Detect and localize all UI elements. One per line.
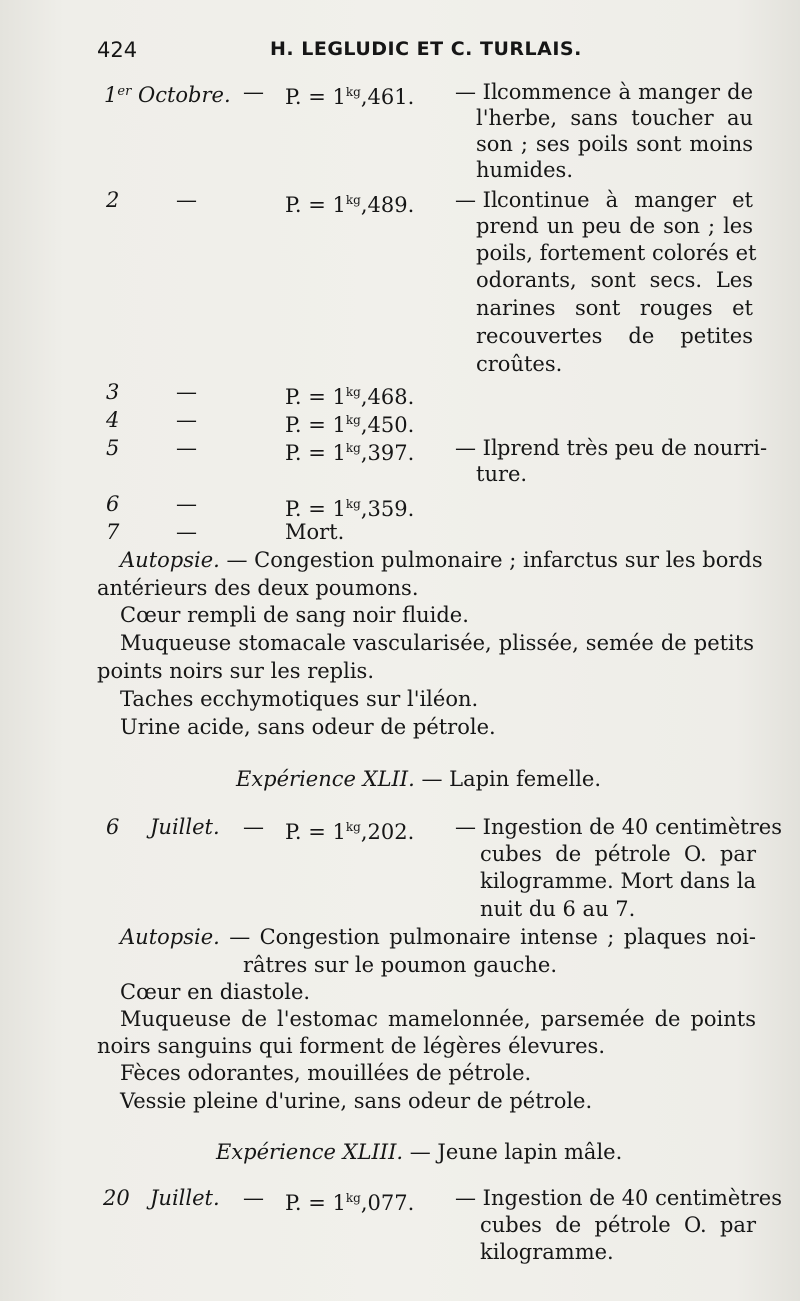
entry-dash: — bbox=[176, 436, 197, 460]
entry-dash: — bbox=[176, 492, 197, 516]
page-number: 424 bbox=[97, 38, 138, 62]
entry-note-line: croûtes. bbox=[476, 352, 563, 376]
entry-note-line: l'herbe, sans toucher au bbox=[476, 106, 753, 130]
autopsy-line: râtres sur le poumon gauche. bbox=[243, 953, 557, 977]
entry-dash: — bbox=[176, 188, 197, 212]
entry-note-line: kilogramme. bbox=[480, 1240, 614, 1264]
entry-dash: — bbox=[176, 520, 197, 544]
running-title: H. LEGLUDIC ET C. TURLAIS. bbox=[270, 38, 582, 60]
autopsy-line: Urine acide, sans odeur de pétrole. bbox=[120, 715, 496, 739]
entry-note-lead: — Il bbox=[455, 436, 498, 460]
entry-note-line: narines sont rouges et bbox=[476, 296, 753, 320]
entry-note-line: odorants, sont secs. Les bbox=[476, 268, 753, 292]
autopsy-line: Vessie pleine d'urine, sans odeur de pétrole. bbox=[120, 1089, 593, 1113]
entry-note-line: poils, fortement colorés et bbox=[476, 241, 757, 265]
entry-note-line: prend très peu de nourri- bbox=[497, 436, 768, 460]
entry-date: 7 bbox=[106, 520, 120, 544]
entry-date: 4 bbox=[106, 408, 120, 432]
entry-note-line: cubes de pétrole O. par bbox=[480, 842, 756, 866]
entry-weight: P. = $1^{kg},202$. bbox=[285, 820, 415, 844]
entry-note-line: nuit du 6 au 7. bbox=[480, 897, 636, 921]
entry-note-lead: — Ingestion de 40 centimètres bbox=[455, 815, 782, 839]
entry-note-lead: — Ingestion de 40 centimètres bbox=[455, 1186, 782, 1210]
entry-note-line: recouvertes de petites bbox=[476, 324, 753, 348]
entry-date: 6 bbox=[106, 492, 120, 516]
autopsy-line: Cœur en diastole. bbox=[120, 980, 311, 1004]
entry-note-lead: — Il bbox=[455, 188, 498, 212]
autopsy-line: Muqueuse de l'estomac mamelonnée, parsemée de points bbox=[120, 1007, 756, 1031]
entry-note-line: prend un peu de son ; les bbox=[476, 214, 753, 238]
entry-weight: P. = $1^{kg},077$. bbox=[285, 1191, 415, 1215]
experiment-heading: Expérience XLII. — Lapin femelle. bbox=[236, 767, 602, 791]
entry-weight: P. = $1^{kg},359$. bbox=[285, 497, 415, 521]
entry-note-line: cubes de pétrole O. par bbox=[480, 1213, 756, 1237]
autopsy-paragraph: Autopsie. — Congestion pulmonaire ; infarctus sur les bords bbox=[120, 548, 763, 572]
autopsy-line: Taches ecchymotiques sur l'iléon. bbox=[120, 687, 479, 711]
entry-date: 5 bbox=[106, 436, 120, 460]
entry-note-line: kilogramme. Mort dans la bbox=[480, 869, 756, 893]
entry-dash: — bbox=[243, 815, 264, 839]
entry-dash: — bbox=[243, 1186, 264, 1210]
entry-weight: P. = $1^{kg},450$. bbox=[285, 413, 415, 437]
experiment-heading: Expérience XLIII. — Jeune lapin mâle. bbox=[216, 1140, 623, 1164]
entry-date: 3 bbox=[106, 380, 120, 404]
entry-date: 1er Octobre. bbox=[104, 83, 231, 107]
entry-note-line: continue à manger et bbox=[497, 188, 753, 212]
entry-note-line: humides. bbox=[476, 158, 574, 182]
entry-weight: Mort. bbox=[285, 520, 345, 544]
entry-note-lead: — Il bbox=[455, 80, 498, 104]
entry-dash: — bbox=[176, 408, 197, 432]
entry-month: Juillet. bbox=[150, 815, 220, 839]
entry-weight: P. = $1^{kg},461$. bbox=[285, 85, 415, 109]
entry-weight: P. = $1^{kg},397$. bbox=[285, 441, 415, 465]
autopsy-line: Cœur rempli de sang noir fluide. bbox=[120, 603, 469, 627]
entry-note-line: commence à manger de bbox=[497, 80, 753, 104]
entry-weight: P. = $1^{kg},468$. bbox=[285, 385, 415, 409]
autopsy-line: noirs sanguins qui forment de légères élevures. bbox=[97, 1034, 606, 1058]
autopsy-line: Fèces odorantes, mouillées de pétrole. bbox=[120, 1061, 532, 1085]
entry-note-line: ture. bbox=[476, 462, 528, 486]
autopsy-line: Muqueuse stomacale vascularisée, plissée, semée de petits bbox=[120, 631, 754, 655]
autopsy-paragraph: Autopsie. — Congestion pulmonaire intense ; plaques noi- bbox=[120, 925, 756, 949]
entry-note-line: son ; ses poils sont moins bbox=[476, 132, 753, 156]
entry-dash: — bbox=[176, 380, 197, 404]
entry-dash: — bbox=[243, 80, 264, 104]
autopsy-line: points noirs sur les replis. bbox=[97, 659, 374, 683]
autopsy-line: antérieurs des deux poumons. bbox=[97, 576, 419, 600]
entry-weight: P. = $1^{kg},489$. bbox=[285, 193, 415, 217]
entry-date: 20 bbox=[103, 1186, 130, 1210]
entry-month: Juillet. bbox=[150, 1186, 220, 1210]
entry-date: 2 bbox=[106, 188, 120, 212]
entry-date: 6 bbox=[106, 815, 120, 839]
